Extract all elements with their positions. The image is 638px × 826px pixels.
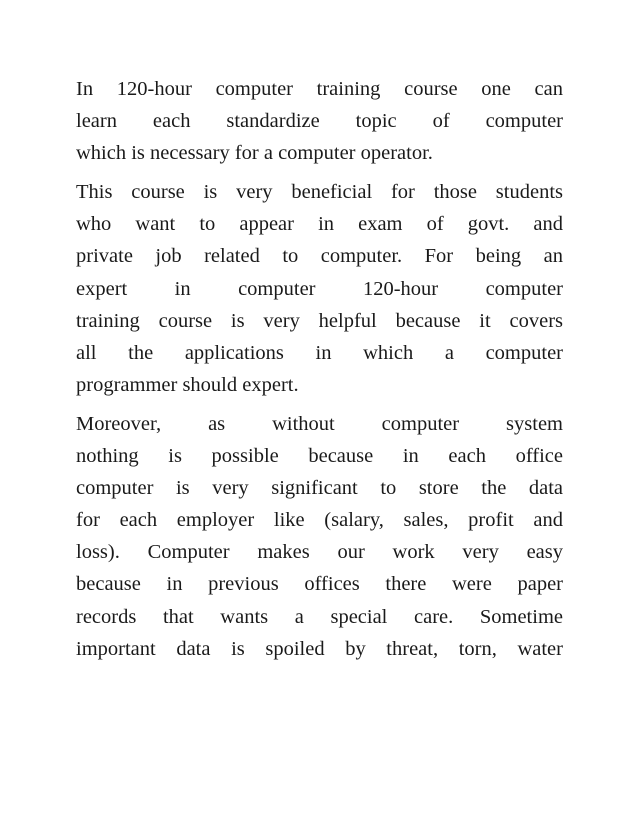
- text-line: training course is very helpful because it covers: [76, 309, 563, 332]
- text-line: who want to appear in exam of govt. and: [76, 213, 563, 236]
- text-line: learn each standardize topic of computer: [76, 110, 563, 133]
- text-line: important data is spoiled by threat, torn, water: [76, 637, 563, 660]
- text-line: programmer should expert.: [76, 373, 299, 396]
- text-line: expert in computer 120-hour computer: [76, 277, 563, 300]
- paragraph-course-intro: [76, 73, 563, 169]
- text-line: Moreover, as without computer system: [76, 412, 563, 435]
- text-line: private job related to computer. For being an: [76, 245, 563, 268]
- text-line: because in previous offices there were paper: [76, 573, 563, 596]
- text-line: loss). Computer makes our work very easy: [76, 541, 563, 564]
- text-line: for each employer like (salary, sales, profit and: [76, 509, 563, 532]
- document-body: [76, 73, 563, 672]
- paragraph-computer-importance: [76, 408, 563, 665]
- text-line: In 120-hour computer training course one can: [76, 78, 563, 100]
- text-line: records that wants a special care. Sometime: [76, 605, 563, 628]
- text-line: all the applications in which a computer: [76, 341, 563, 364]
- text-line: which is necessary for a computer operator.: [76, 142, 433, 165]
- text-line: computer is very significant to store the data: [76, 477, 563, 500]
- paragraph-course-benefits: [76, 176, 563, 401]
- text-line: This course is very beneficial for those students: [76, 181, 563, 204]
- text-line: nothing is possible because in each office: [76, 445, 563, 468]
